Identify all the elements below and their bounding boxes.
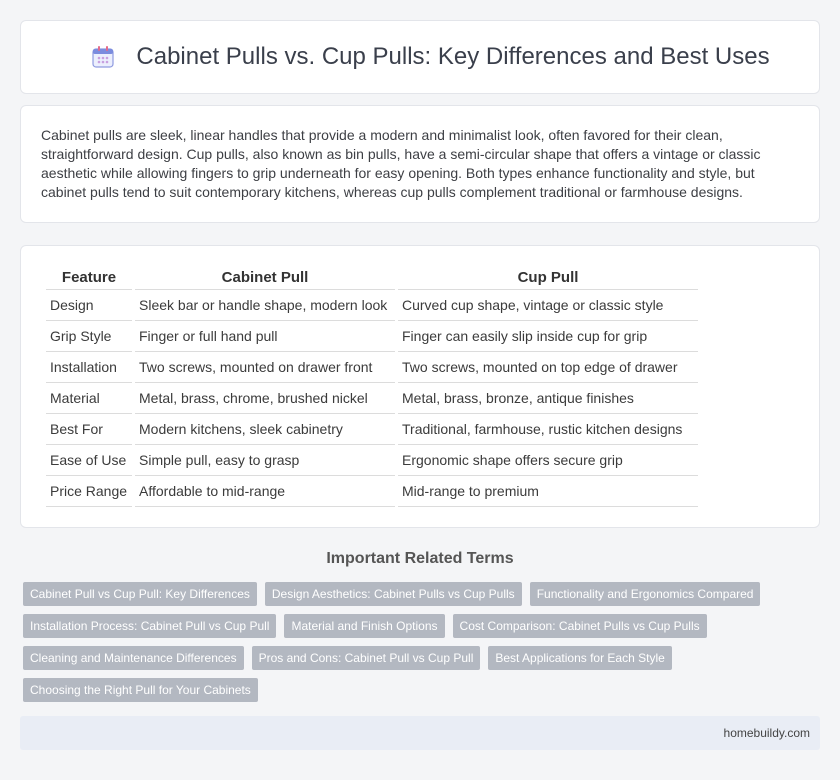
site-name: homebuildy.com [723,726,810,740]
row-cabinet-pull: Simple pull, easy to grasp [135,445,395,476]
header-cabinet-pull: Cabinet Pull [135,264,395,290]
related-terms-list [23,582,803,702]
comparison-card [20,245,820,528]
row-feature: Ease of Use [46,445,132,476]
row-cup-pull: Two screws, mounted on top edge of drawer [398,352,698,383]
header-feature: Feature [46,264,132,290]
row-cup-pull: Mid-range to premium [398,476,698,507]
row-cabinet-pull: Modern kitchens, sleek cabinetry [135,414,395,445]
row-feature: Price Range [46,476,132,507]
comparison-table [43,264,701,507]
header-cup-pull: Cup Pull [398,264,698,290]
row-feature: Best For [46,414,132,445]
related-term-tag[interactable]: Cleaning and Maintenance Differences [23,646,244,670]
related-term-tag[interactable]: Best Applications for Each Style [488,646,671,670]
row-feature: Installation [46,352,132,383]
table-header-row [46,264,698,290]
row-cabinet-pull: Metal, brass, chrome, brushed nickel [135,383,395,414]
table-row [46,352,698,383]
row-feature: Grip Style [46,321,132,352]
related-term-tag[interactable]: Design Aesthetics: Cabinet Pulls vs Cup Pulls [265,582,522,606]
row-feature: Design [46,290,132,321]
row-cabinet-pull: Sleek bar or handle shape, modern look [135,290,395,321]
intro-paragraph: Cabinet pulls are sleek, linear handles that provide a modern and minimalist look, often favored for their clean, straightforward design. Cup pulls, also known as bin pulls, have a semi-circular shape that offers a vintage or classic aesthetic while allowing fingers to grip underneath for easy opening. Both types enhance functionality and style, but cabinet pulls tend to suit contemporary kitchens, whereas cup pulls complement traditional or farmhouse designs. [41,127,761,200]
related-term-tag[interactable]: Pros and Cons: Cabinet Pull vs Cup Pull [252,646,481,670]
row-cup-pull: Metal, brass, bronze, antique finishes [398,383,698,414]
row-cup-pull: Ergonomic shape offers secure grip [398,445,698,476]
table-row [46,445,698,476]
table-row [46,290,698,321]
row-feature: Material [46,383,132,414]
row-cup-pull: Finger can easily slip inside cup for grip [398,321,698,352]
row-cup-pull: Traditional, farmhouse, rustic kitchen designs [398,414,698,445]
related-term-tag[interactable]: Installation Process: Cabinet Pull vs Cup Pull [23,614,276,638]
footer [20,716,820,750]
related-terms-title: Important Related Terms [326,550,514,567]
calendar-icon [90,44,116,70]
row-cup-pull: Curved cup shape, vintage or classic style [398,290,698,321]
row-cabinet-pull: Affordable to mid-range [135,476,395,507]
table-row [46,383,698,414]
related-term-tag[interactable]: Cabinet Pull vs Cup Pull: Key Differences [23,582,257,606]
related-term-tag[interactable]: Material and Finish Options [284,614,444,638]
header-card [20,20,820,94]
page-title: Cabinet Pulls vs. Cup Pulls: Key Differences and Best Uses [136,43,770,70]
intro-card [20,105,820,223]
related-term-tag[interactable]: Choosing the Right Pull for Your Cabinets [23,678,258,702]
row-cabinet-pull: Two screws, mounted on drawer front [135,352,395,383]
table-row [46,414,698,445]
table-row [46,476,698,507]
related-term-tag[interactable]: Cost Comparison: Cabinet Pulls vs Cup Pulls [453,614,707,638]
related-term-tag[interactable]: Functionality and Ergonomics Compared [530,582,761,606]
table-row [46,321,698,352]
row-cabinet-pull: Finger or full hand pull [135,321,395,352]
